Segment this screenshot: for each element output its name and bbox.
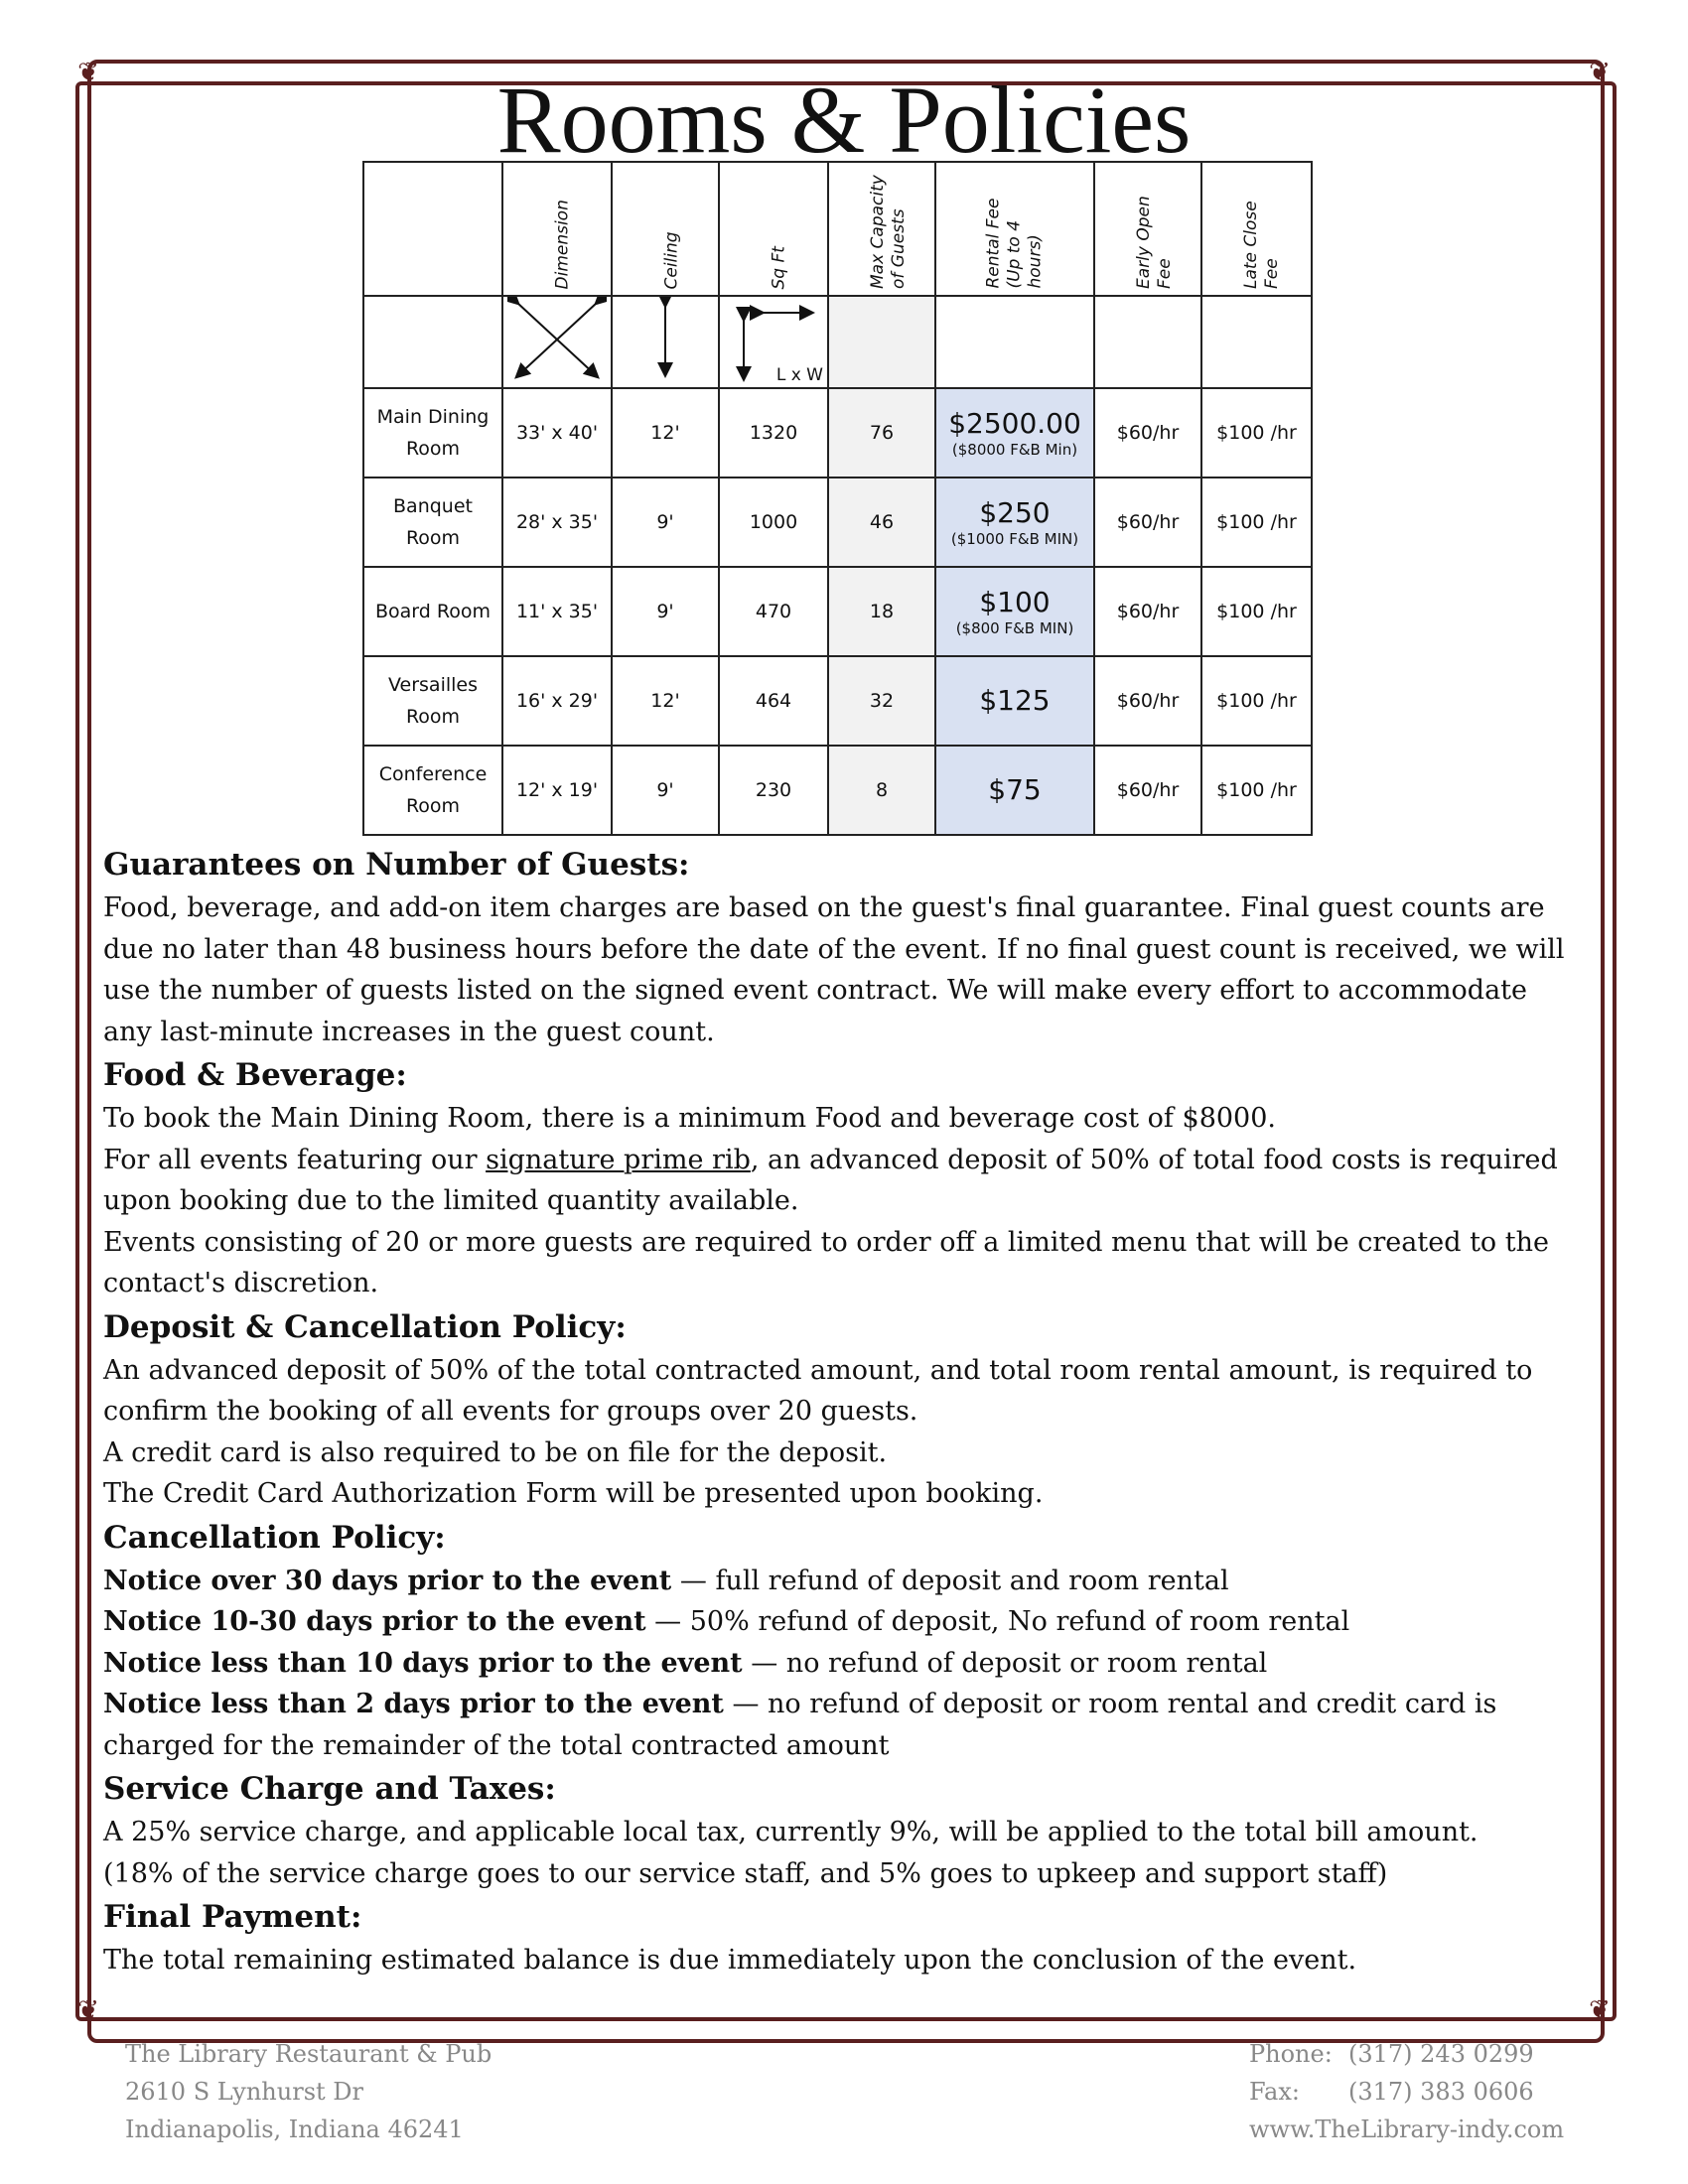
corner-ornament-icon: ❦: [1589, 58, 1611, 87]
corner-ornament-icon: ❦: [77, 1995, 99, 2025]
guarantees-text: Food, beverage, and add-on item charges are based on the guest's final guarantee. Final guest counts are due no later than 48 business hours before the date of the event. If no final guest count is received, we will use the number of guests listed on the signed event contract. We will make every effort to accommodate any last-minute increases in the guest count.: [103, 892, 1565, 1047]
room-name: Main Dining Room: [363, 388, 502, 478]
room-early-open-fee: $60/hr: [1094, 656, 1201, 746]
room-ceiling: 9': [612, 478, 719, 567]
room-capacity: 18: [828, 567, 935, 656]
table-row: [363, 567, 1312, 656]
room-ceiling: 12': [612, 656, 719, 746]
city-address: Indianapolis, Indiana 46241: [125, 2116, 464, 2143]
diagonal-arrows-icon: [507, 297, 607, 382]
header-capacity: Max Capacity of Guests: [868, 174, 909, 289]
cancellation-item: Notice 10-30 days prior to the event — 50% refund of deposit, No refund of room rental: [103, 1606, 1350, 1637]
room-early-open-fee: $60/hr: [1094, 388, 1201, 478]
room-dimension: 33' x 40': [502, 388, 612, 478]
footer-address: [125, 2035, 492, 2148]
room-name: Board Room: [363, 567, 502, 656]
room-dimension: 28' x 35': [502, 478, 612, 567]
policies-body: [103, 842, 1583, 1981]
table-row: [363, 478, 1312, 567]
restaurant-name: The Library Restaurant & Pub: [125, 2040, 492, 2068]
lxw-label: L x W: [775, 365, 823, 385]
section-heading-cancellation: Cancellation Policy:: [103, 1519, 446, 1556]
rooms-table: [362, 161, 1313, 836]
fax-line: Fax: (317) 383 0606: [1249, 2078, 1534, 2106]
table-row: [363, 388, 1312, 478]
room-capacity: 76: [828, 388, 935, 478]
header-blank: [363, 162, 502, 296]
cancellation-item: Notice less than 10 days prior to the event — no refund of deposit or room rental: [103, 1647, 1268, 1679]
room-late-close-fee: $100 /hr: [1201, 388, 1312, 478]
room-early-open-fee: $60/hr: [1094, 746, 1201, 835]
room-ceiling: 9': [612, 567, 719, 656]
section-heading-guarantees: Guarantees on Number of Guests:: [103, 847, 690, 883]
room-name: Banquet Room: [363, 478, 502, 567]
section-heading-final: Final Payment:: [103, 1899, 362, 1935]
food-line-2: For all events featuring our signature prime rib, an advanced deposit of 50% of total food costs is required upon booking due to the limited quantity available.: [103, 1144, 1558, 1216]
service-line-1: A 25% service charge, and applicable local tax, currently 9%, will be applied to the total bill amount.: [103, 1817, 1478, 1847]
room-capacity: 46: [828, 478, 935, 567]
room-dimension: 12' x 19': [502, 746, 612, 835]
deposit-line-2: A credit card is also required to be on file for the deposit.: [103, 1436, 888, 1468]
room-capacity: 8: [828, 746, 935, 835]
room-early-open-fee: $60/hr: [1094, 478, 1201, 567]
room-dimension: 11' x 35': [502, 567, 612, 656]
phone-line: Phone: (317) 243 0299: [1249, 2040, 1534, 2068]
room-rental-fee: $2500.00 ($8000 F&B Min): [935, 388, 1094, 478]
room-name: Conference Room: [363, 746, 502, 835]
room-sqft: 230: [719, 746, 828, 835]
website-link[interactable]: www.TheLibrary-indy.com: [1249, 2116, 1565, 2143]
header-early-open: Early Open Fee: [1134, 195, 1175, 289]
room-name: Versailles Room: [363, 656, 502, 746]
header-late-close: Late Close Fee: [1241, 200, 1282, 289]
header-dimension: Dimension: [552, 200, 573, 290]
room-sqft: 470: [719, 567, 828, 656]
deposit-line-3: The Credit Card Authorization Form will be presented upon booking.: [103, 1478, 1044, 1509]
room-early-open-fee: $60/hr: [1094, 567, 1201, 656]
header-rental-fee: Rental Fee (Up to 4 hours): [983, 198, 1046, 289]
final-payment-text: The total remaining estimated balance is due immediately upon the conclusion of the event.: [103, 1945, 1357, 1976]
table-icon-row: [363, 296, 1312, 388]
page-title: Rooms & Policies: [496, 67, 1192, 173]
street-address: 2610 S Lynhurst Dr: [125, 2078, 363, 2106]
room-late-close-fee: $100 /hr: [1201, 746, 1312, 835]
room-late-close-fee: $100 /hr: [1201, 478, 1312, 567]
room-sqft: 1320: [719, 388, 828, 478]
food-line-1: To book the Main Dining Room, there is a minimum Food and beverage cost of $8000.: [103, 1103, 1276, 1134]
header-ceiling: Ceiling: [661, 231, 682, 290]
food-line-3: Events consisting of 20 or more guests are required to order off a limited menu that will be created to the contact's discretion.: [103, 1226, 1549, 1298]
table-header-row: [363, 162, 1312, 296]
room-sqft: 464: [719, 656, 828, 746]
room-capacity: 32: [828, 656, 935, 746]
room-ceiling: 12': [612, 388, 719, 478]
corner-ornament-icon: ❦: [1589, 1995, 1611, 2025]
corner-ornament-icon: ❦: [77, 58, 99, 87]
section-heading-food: Food & Beverage:: [103, 1057, 407, 1093]
table-row: [363, 656, 1312, 746]
deposit-line-1: An advanced deposit of 50% of the total contracted amount, and total room rental amount, is required to confirm the booking of all events for groups over 20 guests.: [103, 1354, 1533, 1427]
room-rental-fee: $100 ($800 F&B MIN): [935, 567, 1094, 656]
room-rental-fee: $250 ($1000 F&B MIN): [935, 478, 1094, 567]
room-sqft: 1000: [719, 478, 828, 567]
service-line-2: (18% of the service charge goes to our service staff, and 5% goes to upkeep and support staff): [103, 1857, 1388, 1889]
room-rental-fee: $75: [935, 746, 1094, 835]
room-rental-fee: $125: [935, 656, 1094, 746]
room-dimension: 16' x 29': [502, 656, 612, 746]
cancellation-item: Notice less than 2 days prior to the event — no refund of deposit or room rental and credit card is charged for the remainder of the total contracted amount: [103, 1689, 1497, 1761]
table-row: [363, 746, 1312, 835]
header-sqft: Sq Ft: [769, 246, 789, 290]
vertical-arrow-icon: [645, 297, 685, 382]
section-heading-deposit: Deposit & Cancellation Policy:: [103, 1308, 627, 1345]
section-heading-service: Service Charge and Taxes:: [103, 1771, 556, 1807]
room-late-close-fee: $100 /hr: [1201, 656, 1312, 746]
cancellation-item: Notice over 30 days prior to the event — full refund of deposit and room rental: [103, 1565, 1229, 1596]
footer-contact: [1249, 2035, 1564, 2148]
room-late-close-fee: $100 /hr: [1201, 567, 1312, 656]
prime-rib-link[interactable]: signature prime rib: [486, 1144, 751, 1175]
room-ceiling: 9': [612, 746, 719, 835]
